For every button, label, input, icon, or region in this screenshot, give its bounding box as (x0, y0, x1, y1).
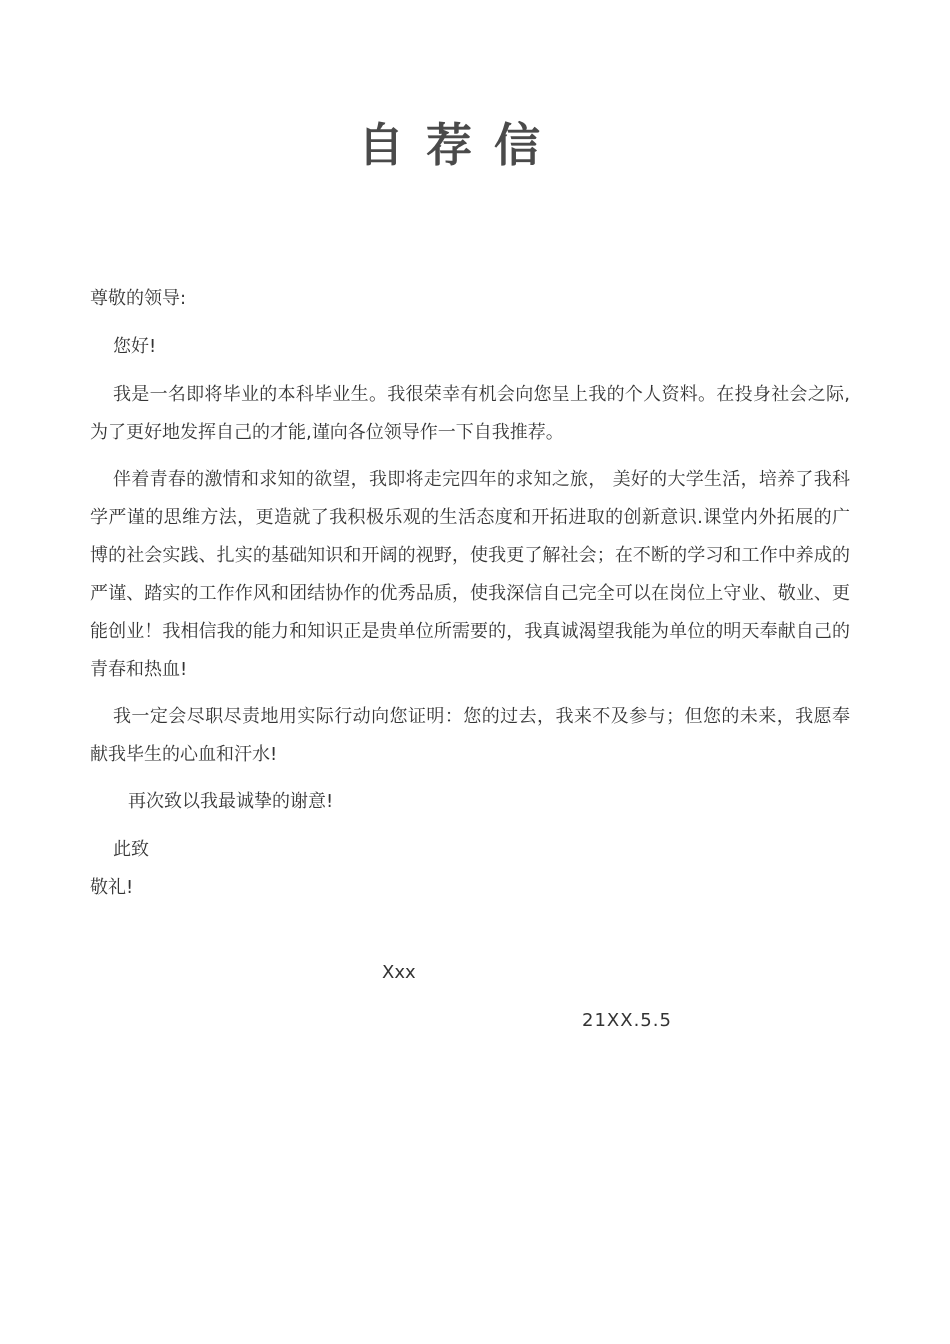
signature: Xxx (382, 962, 416, 983)
thanks-text: 再次致以我最诚挚的谢意! (128, 791, 334, 812)
letter-title: 自荐信 (358, 118, 562, 172)
paragraph-text: 我一定会尽职尽责地用实际行动向您证明：您的过去，我来不及参与；但您的未来，我愿奉献我毕生的心血和汗水! (90, 706, 850, 765)
greeting (90, 328, 850, 366)
paragraph-text: 伴着青春的激情和求知的欲望，我即将走完四年的求知之旅， 美好的大学生活，培养了我科学严谨的思维方法，更造就了我积极乐观的生活态度和开拓进取的创新意识.课堂内外拓展的广博的社会实践、扎实的基础知识和开阔的视野，使我更了解社会；在不断的学习和工作中养成的严谨、踏实的工作作风和团结协作的优秀品质，使我深信自己完全可以在岗位上守业、敬业、更能创业！我相信我的能力和知识正是贵单位所需要的，我真诚渴望我能为单位的明天奉献自己的青春和热血! (90, 469, 850, 680)
letter-date: 21XX.5.5 (582, 1010, 672, 1031)
greeting-text: 您好! (113, 336, 157, 357)
salutation: 尊敬的领导: (90, 288, 187, 309)
closing-line-2: 敬礼! (90, 877, 134, 898)
paragraph-intro (90, 376, 850, 452)
paragraph-experience (90, 461, 850, 689)
paragraph-commitment (90, 698, 850, 774)
thanks-line (90, 783, 850, 821)
closing-line-1 (90, 831, 850, 869)
paragraph-text: 我是一名即将毕业的本科毕业生。我很荣幸有机会向您呈上我的个人资料。在投身社会之际,为了更好地发挥自己的才能,谨向各位领导作一下自我推荐。 (90, 384, 850, 443)
closing-text-1: 此致 (113, 839, 149, 860)
